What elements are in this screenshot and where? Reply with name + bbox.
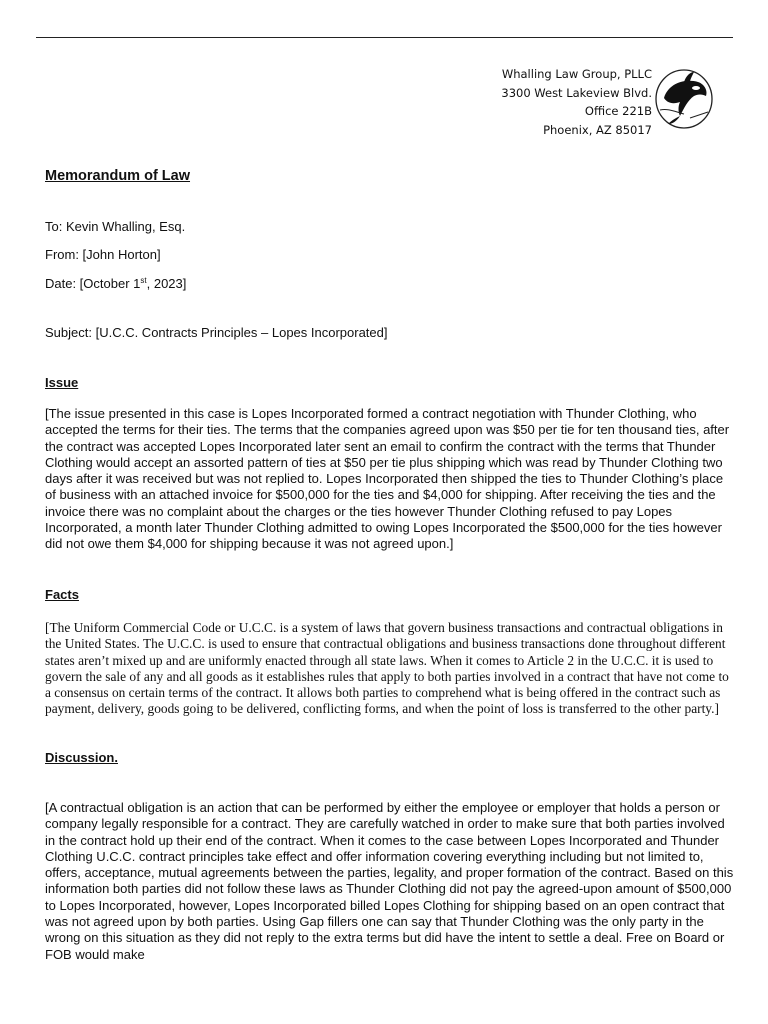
memo-to: To: Kevin Whalling, Esq. (45, 219, 186, 234)
discussion-heading: Discussion. (45, 750, 118, 765)
header-rule (36, 37, 733, 38)
memo-date-suffix: , 2023] (146, 276, 187, 291)
issue-paragraph: [The issue presented in this case is Lopes Incorporated formed a contract negotiation with Thunder Clothing, who accepted the terms for their ties. The terms that the companies agreed upon was $50 per tie for ten thousand ties, after the contract was accepted Lopes Incorporated later sent an email to confirm the contract with the terms that Thunder Clothing would accept an assorted pattern of ties at $50 per tie plus shipping which was read by Thunder Clothing two days after it was received but was not replied to. Lopes Incorporated then shipped the ties to Thunder Clothing’s place of business with an attached invoice for $500,000 for the ties and $4,000 for shipping. After receiving the ties and the invoice there was no complaint about the charges or the ties however Thunder Clothing refused to pay Lopes Incorporated, a month later Thunder Clothing admitted to owing Lopes Incorporated the $500,000 for the ties however did not owe them $4,000 for shipping because it was not agreed upon.] (45, 406, 730, 552)
memo-date-sup: st (140, 276, 147, 285)
memo-from: From: [John Horton] (45, 247, 161, 262)
orca-icon (654, 68, 714, 130)
memo-subject: Subject: [U.C.C. Contracts Principles – Lopes Incorporated] (45, 325, 388, 340)
issue-heading: Issue (45, 375, 79, 390)
office-number: Office 221B (584, 104, 652, 118)
facts-paragraph: [The Uniform Commercial Code or U.C.C. is a system of laws that govern business transactions and contractual obligations in the United States. The U.C.C. is used to ensure that contractual obligations and business transactions done throughout different states aren’t mixed up and are uniformly enacted through all state laws. When it comes to Article 2 in the U.C.C. it is used to govern the sale of any and all goods as it establishes rules that apply to both parties involved in a contract that have not come to a consensus on certain terms of the contract. It allows both parties to comprehend what is being offered in the contract such as payment, delivery, goods going to be delivered, conflicting forms, and when the point of loss is transferred to the other party.] (45, 620, 729, 717)
memo-title: Memorandum of Law (45, 168, 191, 184)
discussion-paragraph: [A contractual obligation is an action that can be performed by either the employee or employer that holds a person or company legally responsible for a contract. They are carefully watched in order to make sure that both parties involved in the contract hold up their end of the contract. When it comes to the case between Lopes Incorporated and Thunder Clothing U.C.C. contract principles take effect and offer information covering everything including but not limited to, offers, acceptance, mutual agreements between the parties, legality, and proper formation of the contract. Based on this information both parties did not follow these laws as Thunder Clothing did not pay the agreed-upon amount of $500,000 to Lopes Incorporated, however, Lopes Incorporated billed Lopes Clothing for shipping based on an open contract that was not agreed upon by both parties. Using Gap fillers one can say that Thunder Clothing was the only party in the wrong on this situation as they did not reply to the extra terms but did have the intent to settle a deal. Free on Board or FOB would make (45, 800, 734, 962)
memo-date-prefix: Date: [October 1 (45, 276, 141, 291)
city-state-zip: Phoenix, AZ 85017 (543, 122, 652, 137)
firm-name: Whalling Law Group, PLLC (501, 67, 652, 81)
letterhead-address (501, 65, 652, 139)
facts-heading: Facts (45, 587, 79, 602)
street-address: 3300 West Lakeview Blvd. (501, 85, 652, 100)
memo-date (45, 276, 186, 291)
